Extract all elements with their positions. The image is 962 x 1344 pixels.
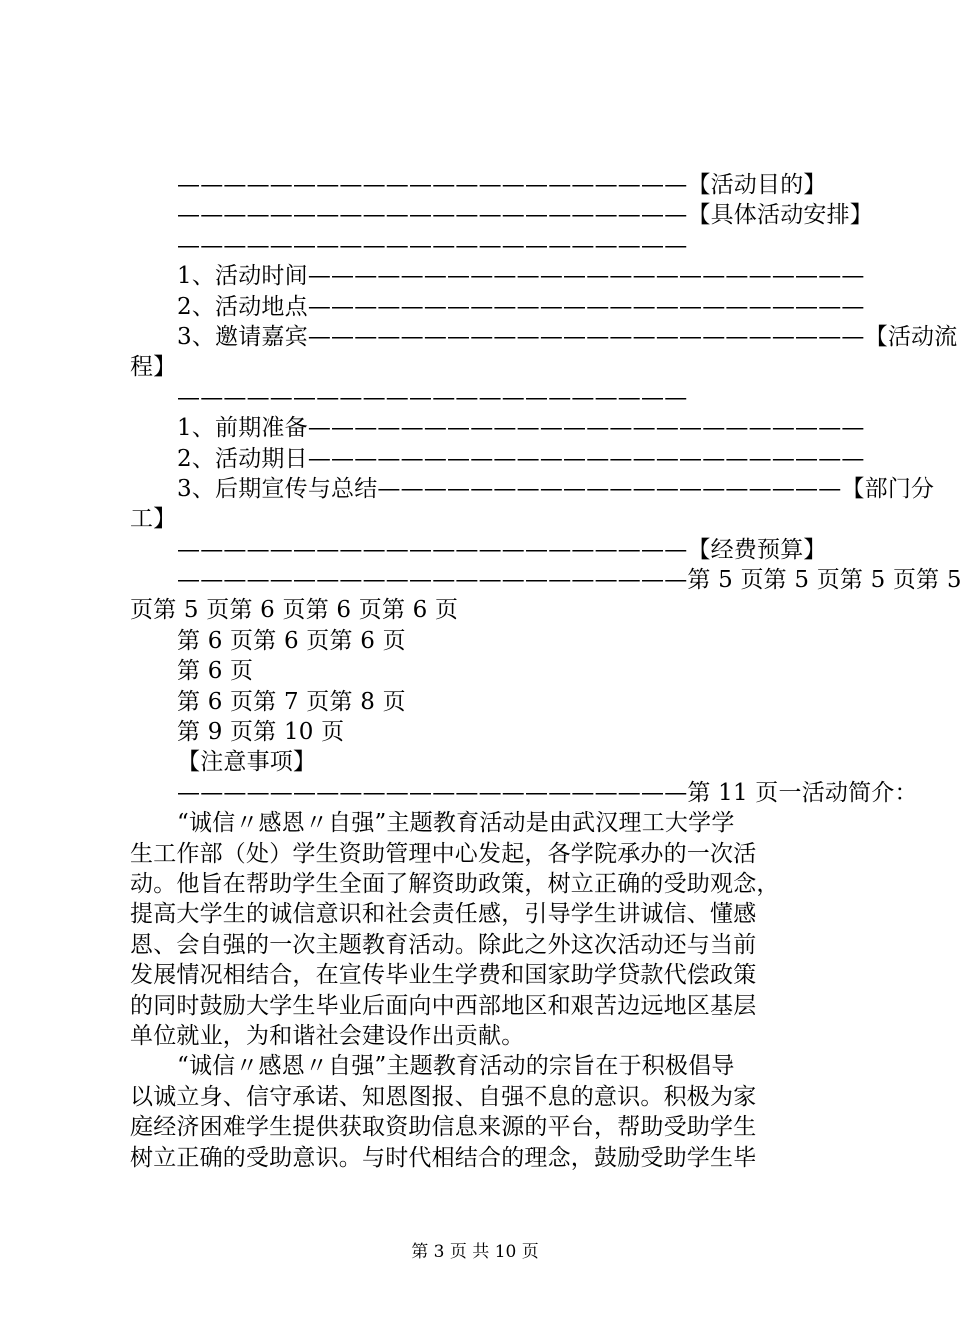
text-line: 动。他旨在帮助学生全面了解资助政策，树立正确的受助观念， [130, 870, 780, 897]
text-line: 2、活动期日———————————————————————— [177, 445, 865, 472]
page-footer: 第 3 页 共 10 页 [411, 1242, 539, 1262]
text-line: 庭经济困难学生提供获取资助信息来源的平台，帮助受助学生 [130, 1114, 757, 1141]
text-line: 1、活动时间———————————————————————— [177, 263, 865, 290]
text-line: 第 6 页 [177, 658, 254, 685]
text-line: 3、后期宣传与总结————————————————————【部门分 [177, 475, 935, 502]
text-line: 2、活动地点———————————————————————— [177, 293, 865, 320]
text-line: 发展情况相结合，在宣传毕业生学费和国家助学贷款代偿政策 [130, 962, 757, 989]
text-line: 树立正确的受助意识。与时代相结合的理念，鼓励受助学生毕 [130, 1144, 757, 1171]
text-line: 恩、会自强的一次主题教育活动。除此之外这次活动还与当前 [130, 931, 757, 958]
text-line: 工】 [130, 506, 177, 533]
text-line: ——————————————————————【活动目的】 [177, 172, 827, 198]
document-body [130, 170, 962, 1173]
text-line: 以诚立身、信守承诺、知恩图报、自强不息的意识。积极为家 [130, 1083, 757, 1110]
text-line: 生工作部（处）学生资助管理中心发起，各学院承办的一次活 [130, 840, 757, 867]
text-line: 页第 5 页第 6 页第 6 页第 6 页 [130, 597, 459, 624]
text-line: ——————————————————————第 11 页一活动简介： [177, 779, 918, 806]
text-line: “诚信〃感恩〃自强”主题教育活动的宗旨在于积极倡导 [177, 1053, 735, 1080]
text-line: 1、前期准备———————————————————————— [177, 415, 865, 442]
text-line: ——————————————————————【具体活动安排】 [177, 202, 873, 229]
text-line: —————————————————————— [177, 384, 688, 411]
text-line: 的同时鼓励大学生毕业后面向中西部地区和艰苦边远地区基层 [130, 992, 757, 1019]
text-line: 3、邀请嘉宾————————————————————————【活动流 [177, 323, 958, 350]
text-line: ——————————————————————【经费预算】 [177, 536, 827, 563]
text-line: 第 9 页第 10 页 [177, 719, 345, 746]
text-line: 程】 [130, 354, 177, 381]
text-line: —————————————————————— [177, 232, 688, 259]
text-line: 第 6 页第 7 页第 8 页 [177, 688, 406, 715]
text-line: “诚信〃感恩〃自强”主题教育活动是由武汉理工大学学 [177, 810, 735, 837]
text-line: 单位就业，为和谐社会建设作出贡献。 [130, 1022, 525, 1049]
text-line: 提高大学生的诚信意识和社会责任感，引导学生讲诚信、懂感 [130, 901, 757, 928]
text-line: 第 6 页第 6 页第 6 页 [177, 627, 406, 654]
text-line: 【注意事项】 [177, 749, 317, 776]
text-line: ——————————————————————第 5 页第 5 页第 5 页第 5 [177, 567, 962, 594]
